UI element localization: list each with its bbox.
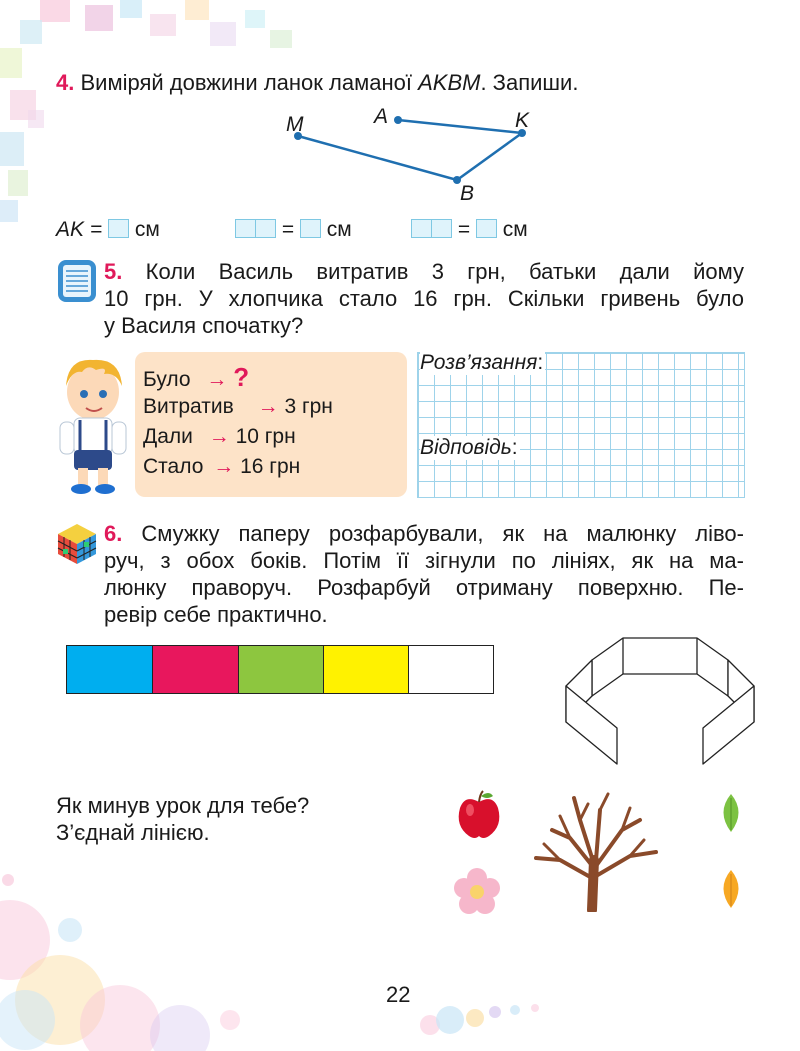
segment-name-box[interactable] <box>256 219 276 238</box>
row-label: Було <box>143 368 191 391</box>
strip-segment-white[interactable] <box>409 646 493 693</box>
segment-name-box[interactable] <box>235 219 256 238</box>
answer-box[interactable] <box>476 219 497 238</box>
label-a: A <box>374 105 389 128</box>
task6-line3: люнку праворуч. Розфарбуй отриману поверхню. Пе- <box>104 575 744 600</box>
data-panel <box>135 352 407 497</box>
task6-text <box>104 520 744 628</box>
task-number: 5. <box>104 259 123 284</box>
reflection-instruction: З’єднай лінією. <box>56 820 210 845</box>
strip-segment-red <box>153 646 239 693</box>
question-mark: ? <box>233 362 250 392</box>
strip-segment-yellow <box>324 646 409 693</box>
data-row-was <box>143 364 249 393</box>
equals: = <box>457 218 471 241</box>
apple-icon[interactable] <box>455 790 503 840</box>
solution-grid[interactable] <box>417 352 745 498</box>
task4-text-end: . Запиши. <box>480 70 579 95</box>
decorative-bubbles-bottom-center <box>410 990 590 1040</box>
row-label: Дали <box>143 425 193 448</box>
unit: см <box>326 218 352 241</box>
folded-strip-figure[interactable] <box>560 636 760 768</box>
arrow-icon: → <box>213 455 235 478</box>
polyline-diagram <box>280 105 550 215</box>
answer-label: Відповідь: <box>420 436 518 459</box>
decorative-bubbles-bottom-left <box>0 850 260 1051</box>
measure-row-3 <box>411 218 528 242</box>
flower-icon[interactable] <box>452 866 502 916</box>
page-number: 22 <box>386 982 411 1007</box>
row-value: 3 грн <box>284 395 333 418</box>
task5-line2: 10 грн. У хлопчика стало 16 грн. Скільки гривень було <box>104 286 744 311</box>
row-label: Витратив <box>143 395 234 418</box>
answer-box[interactable] <box>300 219 321 238</box>
segment-ak-label: AK = <box>56 218 103 241</box>
task6-line1: Смужку паперу розфарбували, як на малюнку ліво- <box>141 521 744 546</box>
task5-line3: у Василя спочатку? <box>104 313 304 338</box>
row-label: Стало <box>143 455 204 478</box>
arrow-icon: → <box>208 425 230 448</box>
data-row-became <box>143 454 300 480</box>
row-value: 16 грн <box>240 455 301 478</box>
data-row-spent <box>143 394 333 420</box>
segment-name-box[interactable] <box>411 219 432 238</box>
solution-label: Розв’язання: <box>420 351 544 374</box>
label-m: M <box>286 113 304 136</box>
boy-illustration <box>48 352 138 497</box>
task6-line2: руч, з обох боків. Потім її зігнули по лініях, як на ма- <box>104 548 744 573</box>
task4-text: Виміряй довжини ланок ламаної <box>80 70 412 95</box>
reflection-text <box>56 792 309 846</box>
polyline-name: AKBM <box>418 70 481 95</box>
task6-line4: ревір себе практично. <box>104 602 328 627</box>
unit: см <box>502 218 528 241</box>
arrow-icon: → <box>206 368 228 391</box>
label-k: K <box>515 109 530 132</box>
task-number: 4. <box>56 70 75 95</box>
reflection-question: Як минув урок для тебе? <box>56 793 310 818</box>
strip-segment-green <box>239 646 324 693</box>
equals: = <box>281 218 295 241</box>
arrow-icon: → <box>257 395 279 418</box>
green-leaf-icon[interactable] <box>716 792 746 834</box>
orange-leaf-icon[interactable] <box>716 868 746 910</box>
task4-instruction <box>56 69 578 97</box>
unit: см <box>134 218 160 241</box>
task-number: 6. <box>104 521 123 546</box>
strip-segment-blue <box>67 646 153 693</box>
label-b: B <box>460 182 475 205</box>
measure-row-2 <box>235 218 352 242</box>
measure-row-1 <box>56 218 160 242</box>
answer-box[interactable] <box>108 219 129 238</box>
row-value: 10 грн <box>235 425 296 448</box>
decorative-mosaic-top-left <box>0 0 320 240</box>
task5-line1: Коли Василь витратив 3 грн, батьки дали йому <box>145 259 744 284</box>
data-row-given <box>143 424 296 450</box>
tree-icon[interactable] <box>530 790 665 912</box>
segment-name-box[interactable] <box>432 219 452 238</box>
notebook-icon <box>56 258 98 304</box>
task5-problem-text <box>104 258 744 339</box>
rubiks-cube-icon <box>56 522 98 566</box>
colored-strip <box>66 645 494 694</box>
